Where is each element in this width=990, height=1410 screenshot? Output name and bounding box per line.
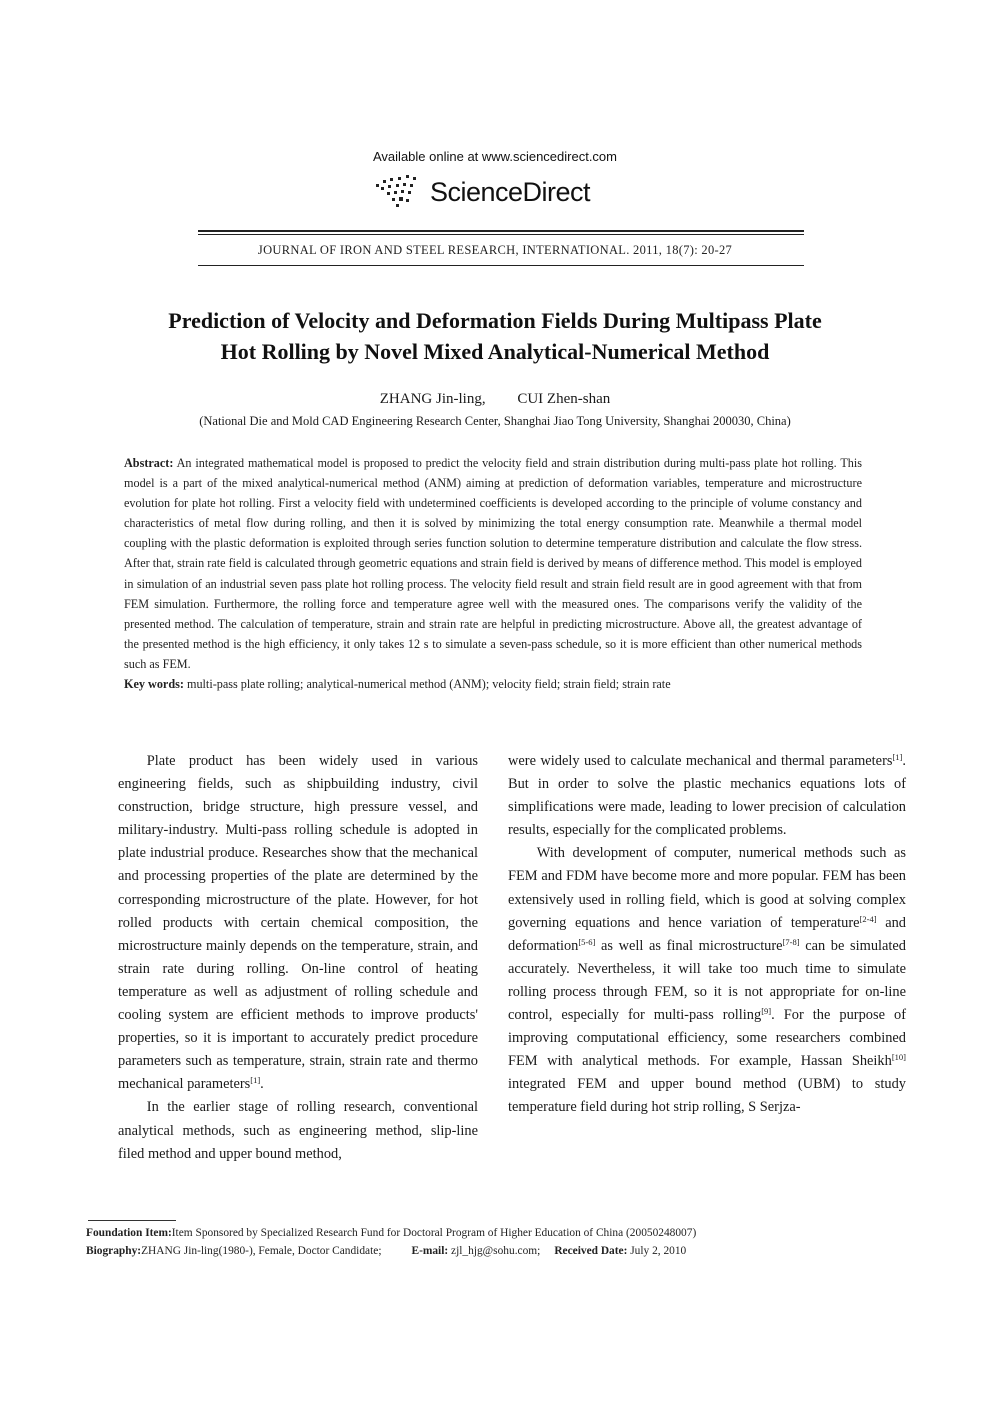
citation-ref: [10] [891, 1052, 906, 1063]
abstract-block [124, 453, 862, 694]
foundation-label: Foundation Item: [86, 1227, 172, 1239]
header-rule-bottom [198, 265, 804, 266]
body-paragraph [508, 750, 906, 842]
citation-ref: [9] [761, 1006, 772, 1017]
paragraph-text: can be simulated accurately. Nevertheless, it will take too much time to simulate rolling process through FEM, so it is not appropriate for on-line control, especially for multi-pass rolling [508, 937, 906, 1024]
body-left-column [118, 750, 478, 1166]
body-paragraph [118, 750, 478, 1096]
abstract [124, 453, 862, 674]
title-line-1: Prediction of Velocity and Deformation Fields During Multipass Plate [168, 308, 822, 333]
citation-ref: [7-8] [782, 936, 800, 947]
paragraph-text: integrated FEM and upper bound method (UBM) to study temperature field during hot strip rolling, S Serjza- [508, 1076, 906, 1116]
abstract-label: Abstract: [124, 456, 174, 470]
paragraph-text: were widely used to calculate mechanical and thermal parameters [508, 753, 893, 769]
foundation-text: Item Sponsored by Specialized Research Fund for Doctoral Program of Higher Education of China (20050248007) [171, 1227, 697, 1239]
email-label: E-mail: [411, 1245, 449, 1257]
citation-ref: [1] [250, 1075, 261, 1086]
header-rule-top [198, 230, 804, 232]
paragraph-text: With development of computer, numerical methods such as FEM and FDM have become more and more popular. FEM has been extensively used in rolling field, which is good at solving complex governing equations and hence variation of temperature [508, 845, 906, 931]
paragraph-text: . But in order to solve the plastic mechanics equations lots of simplifications were made, leading to lower precision of calculation results, especially for the complicated problems. [508, 753, 906, 839]
paragraph-text: Plate product has been widely used in various engineering fields, such as shipbuilding industry, civil construction, bridge structure, high pressure vessel, and military-industry. Multi-pass rolling schedule is adopted in plate industrial produce. Researches show that the mechanical and processing properties of the plate are determined by the corresponding microstructure of the plate. However, for hot rolled products with certain chemical composition, the microstructure mainly depends on the temperature, strain, and strain rate during rolling. On-line control of heating temperature as well as adjustment of rolling schedule and cooling system are efficient methods to improve products' properties, so it is important to accurately predict procedure parameters such as temperature, strain, strain rate and thermo mechanical parameters [118, 753, 478, 1093]
available-online-line: Available online at www.sciencedirect.com [373, 149, 617, 164]
keywords-label: Key words: [124, 677, 184, 692]
body-right-column [508, 750, 906, 1120]
received-date-text: July 2, 2010 [630, 1245, 687, 1257]
paragraph-text: as well as final microstructure [595, 937, 783, 954]
paragraph-text: and deformation [508, 914, 906, 954]
author-zhang: ZHANG Jin-ling, [379, 391, 486, 407]
author-list [0, 391, 990, 408]
body-paragraph: In the earlier stage of rolling research, conventional analytical methods, such as engineering method, slip-line filed method and upper bound method, [118, 1099, 478, 1162]
foundation-footnote [86, 1225, 926, 1241]
biography-text: ZHANG Jin-ling(1980-), Female, Doctor Candidate; [141, 1245, 382, 1257]
abstract-text: An integrated mathematical model is proposed to predict the velocity field and strain distribution during multi-pass plate hot rolling. This model is a part of the mixed analytical-numerical method (ANM) aiming at prediction of deformation variables, temperature and microstructure evolution for plate hot rolling. First a velocity field with undetermined coefficients is developed according to the principle of volume constancy and characteristics of metal flow during rolling, and then it is solved by minimizing the total energy consumption rate. Meanwhile a thermal model coupling with the plastic deformation is exploited through series function solution to determine temperature distribution and calculate the flow stress. After that, strain rate field is calculated through geometric equations and strain field is derived by means of difference method. This model is employed in simulation of an industrial seven pass plate hot rolling process. The velocity field result and strain field result are in good agreement with that from FEM simulation. Furthermore, the rolling force and temperature agree well with the measured ones. The comparisons verify the validity of the presented method. The calculation of temperature, strain and strain rate are helpful in predicting microstructure. Above all, the greatest advantage of the presented method is the high efficiency, it only takes 12 s to simulate a seven-pass schedule, so it is more efficient than other numerical methods such as FEM. [124, 456, 862, 671]
citation-ref: [2-4] [859, 913, 877, 924]
biography-footnote [86, 1243, 926, 1259]
sciencedirect-brand: ScienceDirect [430, 176, 591, 207]
received-date-label: Received Date: [554, 1245, 628, 1257]
keywords-text: multi-pass plate rolling; analytical-numerical method (ANM); velocity field; strain field; strain rate [186, 677, 671, 692]
keywords [124, 674, 862, 694]
paragraph-text: . [260, 1076, 264, 1093]
author-cui: CUI Zhen-shan [517, 391, 611, 407]
affiliation: (National Die and Mold CAD Engineering Research Center, Shanghai Jiao Tong University, Shanghai 200030, China) [199, 414, 791, 428]
footnote-rule [88, 1220, 176, 1221]
header-rule-top-thin [198, 234, 804, 235]
biography-label: Biography: [86, 1245, 142, 1257]
body-paragraph [508, 842, 906, 1119]
sciencedirect-logo-icon [372, 172, 422, 212]
journal-citation: JOURNAL OF IRON AND STEEL RESEARCH, INTERNATIONAL. 2011, 18(7): 20-27 [257, 243, 733, 257]
sciencedirect-logo [372, 172, 590, 212]
email-text: zjl_hjg@sohu.com; [451, 1245, 541, 1257]
paragraph-text: . For the purpose of improving computational efficiency, some researchers combined FEM with analytical methods. For example, Hassan Sheikh [508, 1007, 906, 1070]
citation-ref: [5-6] [578, 936, 596, 947]
title-line-2: Hot Rolling by Novel Mixed Analytical-Numerical Method [220, 339, 770, 364]
article-title [60, 305, 930, 367]
citation-ref: [1] [892, 752, 903, 762]
